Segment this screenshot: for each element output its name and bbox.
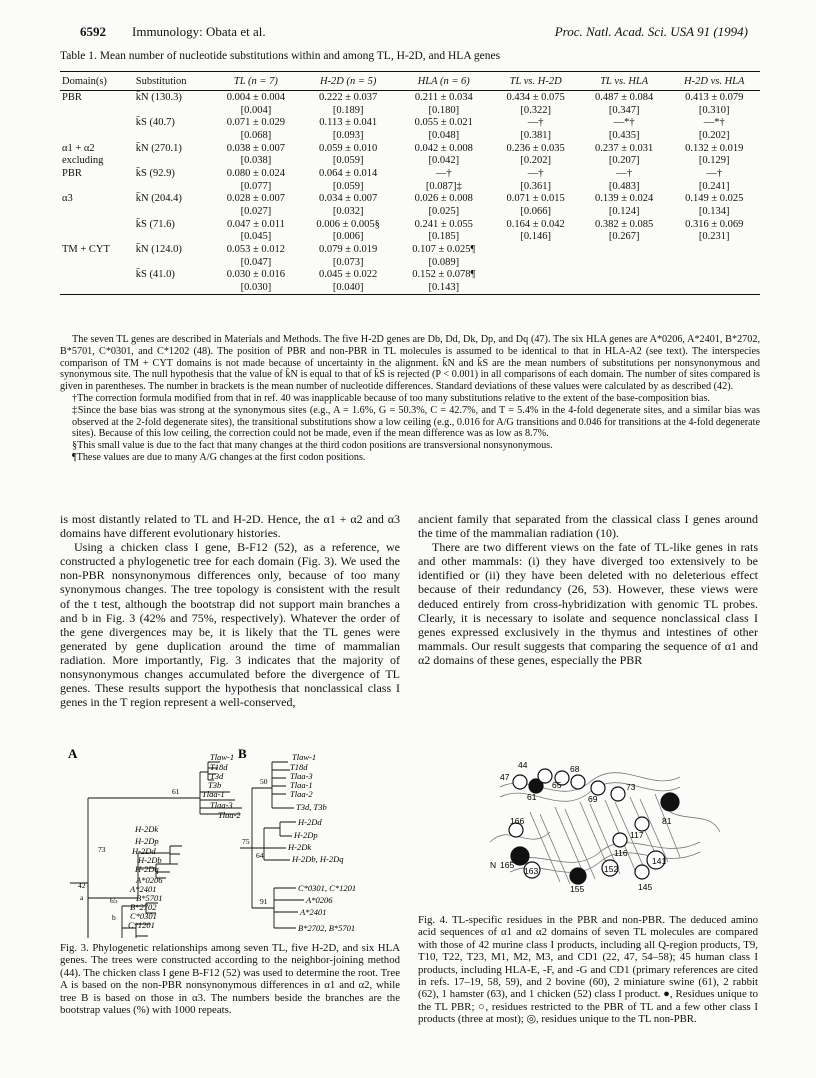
table-cell: [668, 269, 760, 282]
tree-a-label: H-2Db: [138, 855, 162, 865]
tree-b-label: H-2Db, H-2Dq: [292, 854, 344, 864]
tree-b-label: H-2Dd: [298, 817, 322, 827]
table-cell: [0.435]: [608, 129, 640, 141]
table-cell: [134, 256, 212, 269]
table-cell: [0.207]: [608, 155, 640, 167]
table-cell: [0.129]: [698, 155, 730, 167]
table-cell: [0.202]: [520, 155, 551, 167]
residue-label: 163: [524, 866, 539, 876]
table-cell: 0.487 ± 0.084: [595, 91, 654, 103]
table-cell: 0.316 ± 0.069: [685, 218, 744, 230]
table-cell: [580, 269, 669, 282]
table-cell: [0.040]: [300, 281, 396, 294]
paragraph: There are two different views on the fate of TL-like genes in rats and other mammals: (i) they have diverged too extensively to be identified or (ii) they have been deleted with no deleterious effect because of their redundancy (26, 53). However, these views were deduced entirely from cross-hybridization with genomic TL probes. Clearly, it is necessary to isolate and sequence nonclassical class I genes expressed exclusively in the thymus and intestines of other mammals. Our result suggests that comparing the sequence of α1 and α2 domains of these genes, especially the PBR: [418, 540, 758, 667]
table-cell: —†: [435, 167, 452, 179]
footnote-dagger: †The correction formula modified from that in ref. 40 was inapplicable because of too many substitutions relative to the extent of the base-composition bias.: [72, 392, 710, 404]
table-cell: [134, 231, 212, 244]
table-cell: —†: [706, 167, 723, 179]
residue-label: 152: [604, 864, 619, 874]
column-header: Substitution: [134, 72, 212, 91]
table-cell: k̄S (40.7): [135, 117, 175, 129]
tree-a-label: B*5701: [136, 893, 163, 903]
table-cell: [60, 205, 134, 218]
table-cell: 0.080 ± 0.024: [226, 167, 286, 179]
table-cell: PBR: [62, 91, 82, 103]
bootstrap-value: 65: [110, 896, 118, 905]
table-cell: —*†: [613, 117, 635, 129]
tree-a-label: A*2401: [130, 884, 157, 894]
branch-label: a: [80, 893, 84, 902]
table-cell: [60, 281, 134, 294]
table-cell: [668, 256, 760, 269]
column-header: H-2D vs. HLA: [668, 72, 760, 91]
table-cell: [580, 281, 669, 294]
table-notes: [60, 334, 760, 464]
table-row: [60, 231, 760, 244]
bootstrap-value: 91: [260, 897, 268, 906]
bootstrap-value: 42: [78, 881, 86, 890]
tree-a-label: H-2Dp: [135, 836, 159, 846]
table-cell: [580, 256, 669, 269]
table-cell: [580, 243, 669, 256]
table-cell: excluding: [62, 155, 104, 167]
tree-b-label: Tlaa-1: [290, 780, 313, 790]
column-header: HLA (n = 6): [396, 72, 491, 91]
table-cell: 0.055 ± 0.021: [414, 117, 473, 129]
bootstrap-value: 50: [260, 777, 268, 786]
residue-label: 166: [510, 816, 525, 826]
table-cell: k̄S (92.9): [135, 167, 175, 179]
table-cell: [491, 256, 580, 269]
table-row: [60, 129, 760, 142]
table-cell: 0.152 ± 0.078¶: [412, 269, 476, 281]
table-cell: 0.164 ± 0.042: [506, 218, 565, 230]
table-body: [60, 91, 760, 295]
table-cell: [60, 180, 134, 193]
table-cell: [60, 116, 134, 129]
tree-b-label: H-2Dk: [288, 842, 312, 852]
footnote-ddagger: ‡Since the base bias was strong at the synonymous sites (e.g., A = 1.6%, G = 50.3%, C = 42.7%, and T = 5.4% in the 4-fold degenerate sites, and a similar bias was observed at the 2-fold degenerate sites), the transitional substitutions show a low ceiling (e.g., 0.016 for A/G transitions and 0.046 for transitions at the 4-fold degenerate sites). Because of this low ceiling, the correction could not be made, even if the mean difference was as low as 8.7%.: [72, 404, 760, 440]
tree-a-label: H-2Dq: [135, 864, 159, 874]
table-note-main: The seven TL genes are described in Materials and Methods. The five H-2D genes are Db, Dd, Dk, Dp, and Dq (47). The six HLA genes are A*0206, A*2401, B*2702, B*5701, C*0301, and C*1202 (48). The position of PBR and non-PBR in TL molecules is assumed to be identical to that in HLA-A2 (see text). The interspecies comparison of TM + CYT domains is not made because of uncertainty in the alignment. k̄N and k̄S are the mean numbers of substitutions per nonsynonymous and synonymous site. The null hypothesis that the value of k̄N is equal to that of k̄S is rejected (P < 0.001) in all comparisons of each domain. The number of sites compared is given in parentheses. The number in brackets is the mean number of nucleotide differences. Standard deviations of these values were calculated by as described (42).: [60, 334, 760, 393]
table-cell: [491, 281, 580, 294]
paragraph: is most distantly related to TL and H-2D. Hence, the α1 + α2 and α3 domains have different evolutionary histories.: [60, 512, 400, 541]
table-cell: k̄S (41.0): [135, 269, 175, 281]
table-row: [60, 256, 760, 269]
table-cell: 0.211 ± 0.034: [414, 91, 473, 103]
table-cell: [134, 205, 212, 218]
table-cell: [0.077]: [240, 180, 272, 192]
bootstrap-value: 64: [256, 851, 264, 860]
residue-label: 61: [527, 792, 537, 802]
table-row: [60, 218, 760, 231]
residue-label: 117: [630, 830, 644, 840]
residue-label: 155: [570, 884, 585, 894]
table-row: [60, 104, 760, 117]
table-cell: [0.089]: [428, 256, 460, 268]
tree-a-label: H-2Dk: [135, 824, 159, 834]
tree-a-label: T3d: [210, 771, 224, 781]
table-row: [60, 91, 760, 104]
table-cell: [0.267]: [608, 231, 640, 243]
table-cell: 0.026 ± 0.008: [414, 193, 473, 205]
table-row: [60, 167, 760, 180]
left-column-text: [60, 512, 400, 709]
table-cell: [0.124]: [608, 206, 640, 218]
table-cell: [0.381]: [520, 129, 551, 141]
table-cell: 0.382 ± 0.085: [595, 218, 654, 230]
table-cell: [0.347]: [608, 104, 640, 116]
table-cell: [0.134]: [698, 206, 730, 218]
table-cell: —*†: [703, 117, 725, 129]
table-cell: [0.030]: [212, 281, 301, 294]
table-cell: [0.143]: [396, 281, 491, 294]
table-cell: [0.066]: [520, 206, 551, 218]
tree-b-label: Tlaa-2: [290, 789, 313, 799]
tree-a-label: Tlaa-1: [202, 789, 225, 799]
table-cell: 0.047 ± 0.011: [226, 218, 285, 230]
residue-label: 69: [588, 794, 598, 804]
table-cell: 0.034 ± 0.007: [319, 193, 378, 205]
tree-b-label: B*2702, B*5701: [298, 923, 356, 933]
table-cell: [0.322]: [520, 104, 551, 116]
tree-a-label: Tlaa-2: [218, 810, 241, 820]
table-cell: [0.004]: [240, 104, 272, 116]
residue-label: 165: [500, 860, 515, 870]
tree-a-label: A*0206: [136, 875, 163, 885]
table-cell: 0.006 ± 0.005§: [316, 218, 380, 230]
column-header: TL (n = 7): [212, 72, 301, 91]
column-header: H-2D (n = 5): [300, 72, 396, 91]
table-cell: 0.241 ± 0.055: [414, 218, 473, 230]
paragraph: Using a chicken class I gene, B-F12 (52), as a reference, we constructed a phylogenetic tree for each domain (Fig. 3). We used the non-PBR nonsynonymous differences only, because of too many synonymous changes. The tree topology is consistent with the result of the t test, although the bootstrap did not support main branches a and b in Fig. 3 (42% and 75%, respectively). Whatever the order of the gene divergences may be, it is likely that the TL genes were generated by gene duplication around the time of mammalian radiation. More importantly, Fig. 3 indicates that the majority of nonsynonymous changes accumulated before the divergence of TL genes. These results support the hypothesis that nonclassical class I genes in the T region represent a well-conserved,: [60, 540, 400, 710]
table-cell: 0.042 ± 0.008: [414, 142, 473, 154]
table-caption: Table 1. Mean number of nucleotide substitutions within and among TL, H-2D, and HLA genes: [60, 50, 501, 62]
table-cell: α3: [62, 193, 73, 205]
table-cell: 0.434 ± 0.075: [506, 91, 565, 103]
table-cell: [134, 180, 212, 193]
table-cell: 0.222 ± 0.037: [319, 91, 378, 103]
table-cell: 0.079 ± 0.019: [319, 244, 378, 256]
tree-a-label: T3b: [208, 780, 222, 790]
table-cell: [0.483]: [608, 180, 640, 192]
table-row: [60, 180, 760, 193]
residue-label: 65: [552, 780, 562, 790]
table-cell: 0.028 ± 0.007: [226, 193, 286, 205]
table-cell: 0.237 ± 0.031: [595, 142, 654, 154]
tree-b-label: Tlaa-3: [290, 771, 313, 781]
table-cell: [491, 269, 580, 282]
tree-a-label: B*2702: [130, 902, 157, 912]
table-cell: PBR: [62, 167, 82, 179]
table-cell: [0.025]: [428, 206, 460, 218]
tree-b-label: T3d, T3b: [296, 802, 327, 812]
tree-b-label: A*2401: [300, 907, 327, 917]
footnote-para: ¶These values are due to many A/G changes at the first codon positions.: [72, 451, 366, 463]
table-cell: —†: [527, 167, 544, 179]
table-row: [60, 116, 760, 129]
table-cell: [0.006]: [332, 231, 364, 243]
table-row: [60, 154, 760, 167]
column-header: Domain(s): [60, 72, 134, 91]
table-cell: 0.038 ± 0.007: [226, 142, 286, 154]
figure-4-caption: Fig. 4. TL-specific residues in the PBR and non-PBR. The deduced amino acid sequences of α1 and α2 domains of seven TL molecules are compared with those of 42 murine class I products, including all Q-region products, T9, T10, T22, T23, M1, M2, M3, and CD1 (22, 47, 54–58); 45 human class I products, including HLA-E, -F, and -G and CD1 (primary references are cited in refs. 17–19, 58, 59), and 2 bovine (60), 2 miniature swine (61), 2 rabbit (62), 1 hamster (63), and 1 chicken (52) class I product. ●, Residues unique to the TL PBR; ○, residues restricted to the PBR of TL and a few other class I products (three at most); ◎, residues unique to the TL non-PBR.: [418, 914, 758, 1026]
table-cell: 0.113 ± 0.041: [319, 117, 378, 129]
table-cell: [134, 129, 212, 142]
table-header-row: [60, 72, 760, 91]
table-cell: [60, 231, 134, 244]
table-cell: 0.059 ± 0.010: [319, 142, 378, 154]
fig3-panel-b: B: [238, 748, 247, 761]
residue-label: 47: [500, 772, 510, 782]
footnote-section: §This small value is due to the fact that many changes at the third codon positions are transversional nonsynonymous.: [72, 440, 553, 452]
bootstrap-value: 75: [242, 837, 250, 846]
table-cell: [0.361]: [520, 180, 551, 192]
table-cell: 0.045 ± 0.022: [319, 269, 378, 281]
n-terminus-label: N: [490, 860, 497, 870]
table-cell: [0.087]‡: [425, 180, 462, 192]
table-cell: 0.139 ± 0.024: [595, 193, 654, 205]
table-cell: [0.189]: [332, 104, 364, 116]
running-header: [80, 24, 748, 40]
table-cell: [0.045]: [240, 231, 272, 243]
bootstrap-value: 61: [172, 787, 180, 796]
table-cell: —†: [527, 117, 544, 129]
table-cell: [0.310]: [698, 104, 730, 116]
table-cell: TM + CYT: [62, 244, 110, 256]
table-cell: [60, 129, 134, 142]
table-cell: 0.064 ± 0.014: [319, 167, 378, 179]
table-row: [60, 281, 760, 294]
figure-3-caption: Fig. 3. Phylogenetic relationships among seven TL, five H-2D, and six HLA genes. The trees were constructed according to the neighbor-joining method (44). The chicken class I gene B-F12 (52) was used to determine the root. Tree A is based on the non-PBR nonsynonymous differences in α1 and α2, while tree B is based on those in α3. The numbers beside the branches are the bootstrap values (%) with 1000 repeats.: [60, 942, 400, 1017]
table-row: [60, 205, 760, 218]
table-cell: [60, 256, 134, 269]
table-cell: [0.048]: [428, 129, 460, 141]
table-cell: [0.059]: [332, 155, 364, 167]
table-cell: —†: [616, 167, 633, 179]
table-cell: k̄N (270.1): [135, 142, 182, 154]
table-row: [60, 193, 760, 206]
table-cell: [0.042]: [428, 155, 460, 167]
tree-b-label: H-2Dp: [294, 830, 318, 840]
branch-label: b: [112, 913, 116, 922]
table-cell: k̄N (130.3): [135, 91, 182, 103]
header-authors: Immunology: Obata et al.: [132, 24, 266, 39]
table-cell: [668, 281, 760, 294]
table-cell: α1 + α2: [62, 142, 95, 154]
table-cell: [60, 269, 134, 282]
table-cell: 0.236 ± 0.035: [506, 142, 565, 154]
paragraph: ancient family that separated from the classical class I genes around the time of the mammalian radiation (10).: [418, 512, 758, 541]
table-cell: [0.027]: [240, 206, 272, 218]
residue-label: 73: [626, 782, 636, 792]
residue-label: 44: [518, 760, 528, 770]
table-cell: [134, 154, 212, 167]
column-header: TL vs. HLA: [580, 72, 669, 91]
tree-a-label: C*1201: [128, 920, 155, 930]
table-cell: [0.241]: [698, 180, 730, 192]
table-row: [60, 243, 760, 256]
table-cell: [60, 104, 134, 117]
tree-b-label: C*0301, C*1201: [298, 883, 357, 893]
column-header: TL vs. H-2D: [491, 72, 580, 91]
substitution-table: [60, 71, 760, 295]
table-cell: [0.068]: [240, 129, 272, 141]
table-cell: 0.030 ± 0.016: [226, 269, 286, 281]
table-cell: [0.093]: [332, 129, 364, 141]
tree-a-label: Tlaa-3: [210, 800, 233, 810]
table-cell: k̄N (124.0): [135, 244, 182, 256]
table-cell: [0.059]: [332, 180, 364, 192]
tree-a-label: Tlaw-1: [210, 752, 235, 762]
table-cell: [0.185]: [428, 231, 460, 243]
table-cell: [0.231]: [698, 231, 730, 243]
table-cell: 0.071 ± 0.015: [506, 193, 565, 205]
table-cell: [0.038]: [240, 155, 272, 167]
table-cell: 0.149 ± 0.025: [685, 193, 744, 205]
table-cell: [134, 281, 212, 294]
bootstrap-value: 73: [98, 845, 106, 854]
table-cell: [0.202]: [698, 129, 730, 141]
table-cell: [0.146]: [520, 231, 551, 243]
table-cell: 0.071 ± 0.029: [226, 117, 286, 129]
table-cell: [0.047]: [240, 256, 272, 268]
tree-b-label: Tlaw-1: [292, 752, 317, 762]
table-cell: [134, 104, 212, 117]
table-cell: [0.032]: [332, 206, 364, 218]
table-cell: 0.413 ± 0.079: [685, 91, 744, 103]
right-column-text: [418, 512, 758, 667]
table-cell: [668, 243, 760, 256]
tree-b-label: T18d: [290, 762, 308, 772]
tree-a-label: T18d: [210, 762, 228, 772]
residue-label: 116: [614, 848, 628, 858]
fig3-panel-a: A: [68, 748, 78, 761]
tree-a-label: C*0301: [130, 911, 157, 921]
residue-label: 81: [662, 816, 672, 826]
table-row: [60, 142, 760, 155]
table-cell: 0.004 ± 0.004: [226, 91, 286, 103]
table-row: [60, 269, 760, 282]
table-cell: [0.073]: [332, 256, 364, 268]
table-cell: 0.053 ± 0.012: [226, 244, 286, 256]
residue-label: 145: [638, 882, 653, 892]
tree-a-label: H-2Dd: [132, 846, 156, 856]
table-cell: [491, 243, 580, 256]
figure-3-trees: [60, 748, 400, 938]
residue-label: 68: [570, 764, 580, 774]
table-cell: k̄N (204.4): [135, 193, 182, 205]
table-cell: 0.132 ± 0.019: [685, 142, 744, 154]
tree-b-label: A*0206: [306, 895, 333, 905]
table-cell: k̄S (71.6): [135, 218, 175, 230]
residue-label: 141: [652, 856, 667, 866]
page-number: 6592: [80, 24, 106, 39]
table-cell: 0.107 ± 0.025¶: [412, 244, 476, 256]
table-cell: [60, 218, 134, 231]
figure-4-structure: [470, 752, 750, 912]
journal-citation: Proc. Natl. Acad. Sci. USA 91 (1994): [554, 24, 748, 39]
table-cell: [0.180]: [428, 104, 460, 116]
